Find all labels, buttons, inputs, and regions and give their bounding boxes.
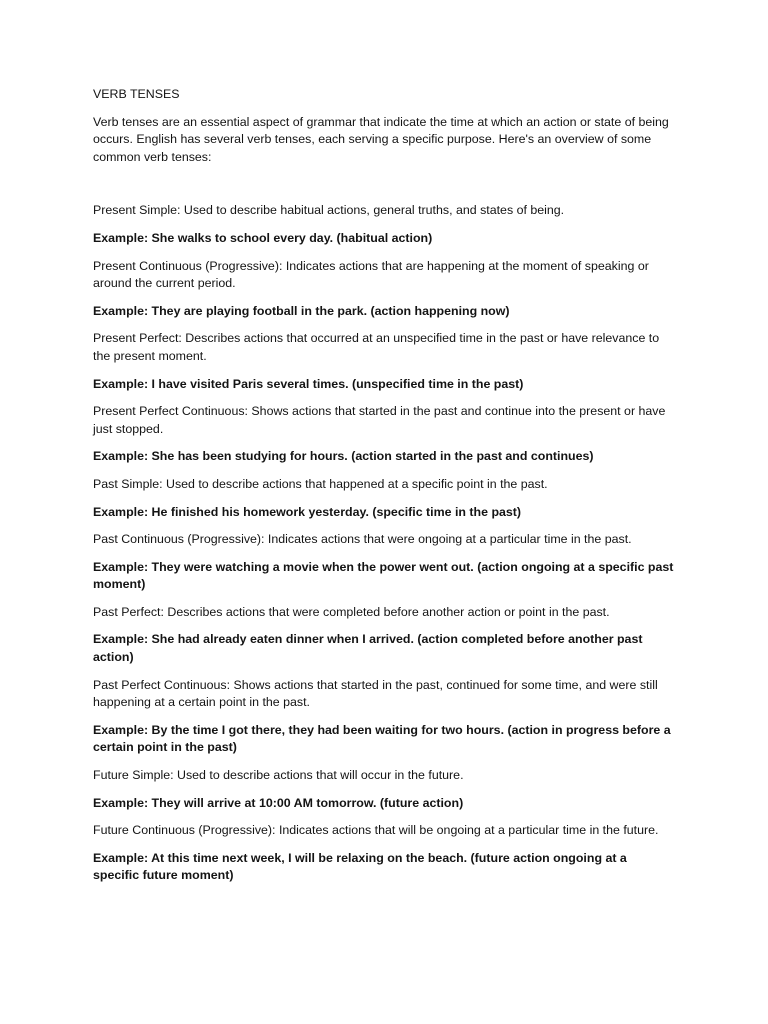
- tense-present-perfect-continuous: Present Perfect Continuous: Shows actions that started in the past and continue into the present or have just stopped.: [93, 404, 666, 436]
- tense-present-simple: Present Simple: Used to describe habitual actions, general truths, and states of being.: [93, 203, 565, 218]
- tense-past-perfect: Past Perfect: Describes actions that were completed before another action or point in the past.: [93, 604, 610, 619]
- example-present-perfect-continuous: Example: She has been studying for hours. (action started in the past and continues): [93, 449, 594, 464]
- tense-future-simple: Future Simple: Used to describe actions that will occur in the future.: [93, 768, 464, 783]
- example-present-continuous: Example: They are playing football in the park. (action happening now): [93, 303, 510, 318]
- example-past-perfect: Example: She had already eaten dinner when I arrived. (action completed before another past action): [93, 632, 643, 665]
- example-past-simple: Example: He finished his homework yesterday. (specific time in the past): [93, 504, 522, 519]
- example-past-continuous: Example: They were watching a movie when the power went out. (action ongoing at a specific past moment): [93, 559, 674, 592]
- example-present-perfect: Example: I have visited Paris several times. (unspecified time in the past): [93, 376, 524, 391]
- tense-present-perfect: Present Perfect: Describes actions that occurred at an unspecified time in the past or have relevance to the present moment.: [93, 331, 660, 363]
- tense-future-continuous: Future Continuous (Progressive): Indicates actions that will be ongoing at a particular time in the future.: [93, 823, 659, 838]
- tense-past-continuous: Past Continuous (Progressive): Indicates actions that were ongoing at a particular time in the past.: [93, 532, 632, 547]
- example-present-simple: Example: She walks to school every day. (habitual action): [93, 230, 433, 245]
- example-future-simple: Example: They will arrive at 10:00 AM tomorrow. (future action): [93, 795, 464, 810]
- tense-past-perfect-continuous: Past Perfect Continuous: Shows actions that started in the past, continued for some time, and were still happening at a certain point in the past.: [93, 677, 658, 710]
- tense-past-simple: Past Simple: Used to describe actions that happened at a specific point in the past.: [93, 476, 548, 491]
- example-past-perfect-continuous: Example: By the time I got there, they had been waiting for two hours. (action in progress before a certain point in the past): [93, 722, 671, 755]
- example-future-continuous: Example: At this time next week, I will be relaxing on the beach. (future action ongoing at a specific future moment): [93, 850, 627, 883]
- document-title: VERB TENSES: [93, 87, 180, 101]
- tense-present-continuous: Present Continuous (Progressive): Indicates actions that are happening at the moment of speaking or around the current period.: [93, 258, 649, 291]
- intro-paragraph: Verb tenses are an essential aspect of grammar that indicate the time at which an action or state of being occurs. English has several verb tenses, each serving a specific purpose. Here's an overview of some common verb tenses:: [93, 114, 669, 164]
